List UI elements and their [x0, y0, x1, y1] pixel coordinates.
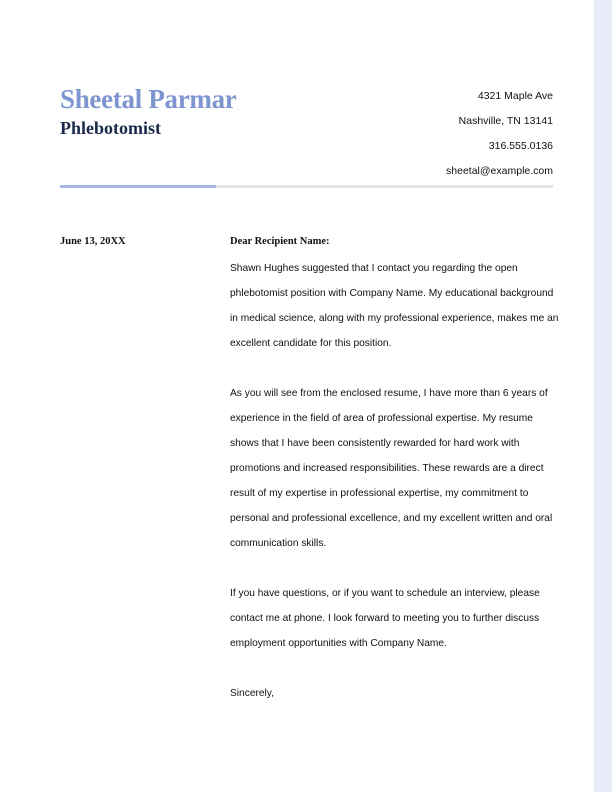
letter-salutation: Dear Recipient Name: — [230, 236, 330, 247]
address-line-2: Nashville, TN 13141 — [458, 115, 553, 127]
letter-closing: Sincerely, — [230, 688, 274, 699]
contact-block — [446, 89, 553, 189]
header-divider-accent — [60, 185, 216, 188]
letter-paragraph-2: As you will see from the enclosed resume, I have more than 6 years of experience in the field of area of professional expertise. My resume shows that I have been consistently rewarded for hard work with promotions and increased responsibilities. These rewards are a direct result of my expertise in professional expertise, my commitment to personal and professional excellence, and my excellent written and oral communication skills. — [230, 388, 553, 549]
address-line-1: 4321 Maple Ave — [477, 90, 553, 102]
letter-date: June 13, 20XX — [60, 236, 126, 247]
letter-paragraph-3: If you have questions, or if you want to schedule an interview, please contact me at phone. I look forward to meeting you to further discuss employment opportunities with Company Name. — [230, 588, 540, 649]
applicant-name: Sheetal Parmar — [60, 84, 237, 114]
page-side-strip — [594, 0, 612, 792]
phone-number: 316.555.0136 — [488, 140, 553, 152]
applicant-job-title: Phlebotomist — [60, 118, 161, 138]
letter-paragraph-1: Shawn Hughes suggested that I contact you regarding the open phlebotomist position with Company Name. My educational background in medical science, along with my professional experience, makes me an excellent candidate for this position. — [230, 263, 559, 349]
email-address: sheetal@example.com — [446, 165, 553, 177]
